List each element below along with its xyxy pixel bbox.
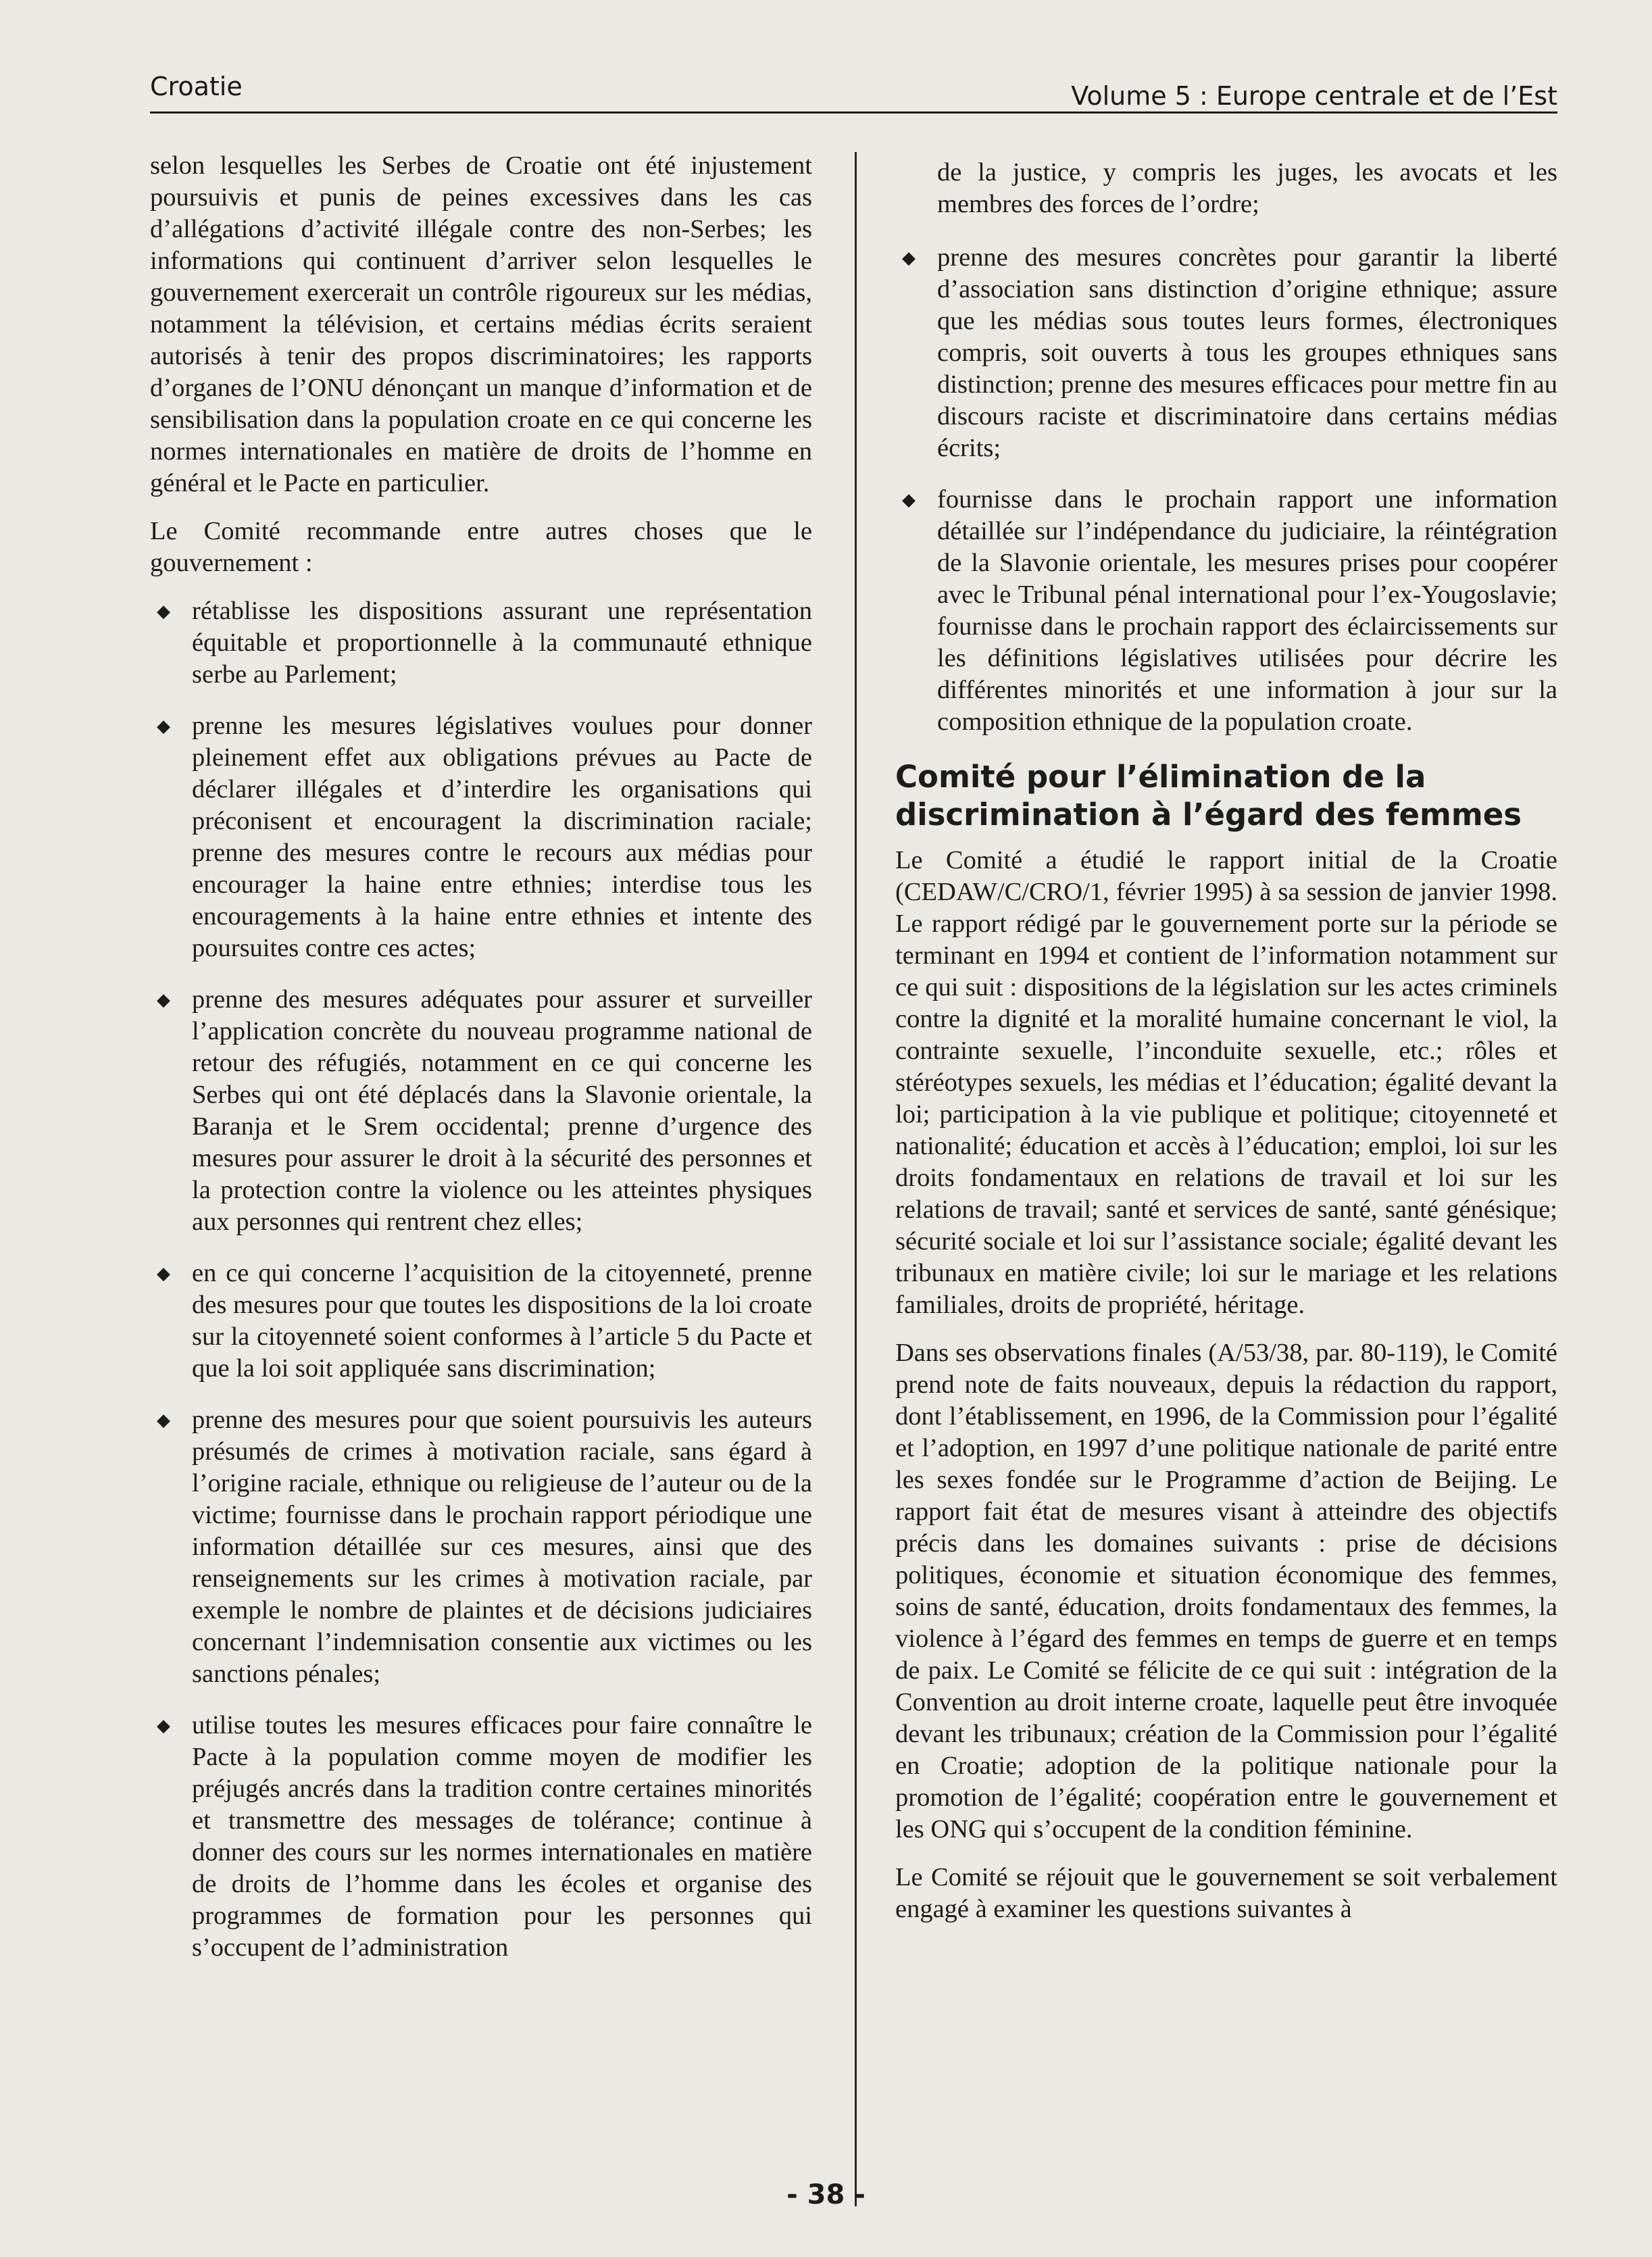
header-rule xyxy=(150,111,1557,114)
right-column xyxy=(895,157,1557,1941)
bullet-diamond-icon: ◆ xyxy=(157,716,170,736)
paragraph: selon lesquelles les Serbes de Croatie ont été injustement poursuivis et punis de peines excessives dans les cas d’allégations d’activité illégale contre des non-Serbes; les informations qui continuent d’arriver selon lesquelles le gouvernement exercerait un contrôle rigoureux sur les médias, notamment la télévision, et certains médias écrits seraient autorisés à tenir des propos discriminatoires; les rapports d’organes de l’ONU dénonçant un manque d’information et de sensibilisation dans la population croate en ce qui concerne les normes internationales en matière de droits de l’homme en général et le Pacte en particulier. xyxy=(150,151,812,497)
list-item xyxy=(895,242,1557,464)
bullet-diamond-icon: ◆ xyxy=(157,601,170,621)
section-heading: Comité pour l’élimination de la discrimination à l’égard des femmes xyxy=(895,759,1522,833)
bullet-diamond-icon: ◆ xyxy=(902,248,916,268)
list-item xyxy=(895,484,1557,738)
list-item-text: prenne des mesures adéquates pour assurer et surveiller l’application concrète du nouveau programme national de retour des réfugiés, notamment en ce qui concerne les Serbes qui ont été déplacés dans la Slavonie orientale, la Baranja et le Srem occidental; prenne d’urgence des mesures pour assurer le droit à la sécurité des personnes et la protection contre la violence ou les atteintes physiques aux personnes qui rentrent chez elles; xyxy=(192,985,812,1236)
list-item xyxy=(150,595,812,691)
bullet-diamond-icon: ◆ xyxy=(157,1264,170,1283)
list-item-text: en ce qui concerne l’acquisition de la citoyenneté, prenne des mesures pour que toutes les dispositions de la loi croate sur la citoyenneté soient conformes à l’article 5 du Pacte et que la loi soit appliquée sans discrimination; xyxy=(192,1259,812,1383)
recommendation-list-continued xyxy=(895,157,1557,738)
list-item-text: rétablisse les dispositions assurant une représentation équitable et proportionnelle à la communauté ethnique serbe au Parlement; xyxy=(192,597,812,689)
list-item xyxy=(150,710,812,964)
bullet-diamond-icon: ◆ xyxy=(157,1410,170,1430)
list-item xyxy=(150,984,812,1238)
list-item-text: prenne des mesures concrètes pour garantir la liberté d’association sans distinction d’origine ethnique; assure que les médias sous toutes leurs formes, électroniques compris, soit ouverts à tous les groupes ethniques sans distinction; prenne des mesures efficaces pour mettre fin au discours raciste et discriminatoire dans certains médias écrits; xyxy=(937,243,1557,462)
bullet-diamond-icon: ◆ xyxy=(902,490,916,510)
paragraph: Le Comité se réjouit que le gouvernement se soit verbalement engagé à examiner les questions suivantes à xyxy=(895,1863,1557,1923)
paragraph: Le Comité recommande entre autres choses que le gouvernement : xyxy=(150,517,812,577)
header-country: Croatie xyxy=(150,72,243,101)
list-item xyxy=(150,1258,812,1385)
list-item-text: de la justice, y compris les juges, les avocats et les membres des forces de l’ordre; xyxy=(937,158,1557,218)
column-divider xyxy=(855,152,857,2206)
list-item-text: prenne les mesures législatives voulues pour donner pleinement effet aux obligations prévues au Pacte de déclarer illégales et d’interdire les organisations qui préconisent et encouragent la discrimination raciale; prenne des mesures contre le recours aux médias pour encourager la haine entre ethnies; interdise tous les encouragements à la haine entre ethnies et intente des poursuites contre ces actes; xyxy=(192,712,812,962)
running-header xyxy=(150,68,1557,115)
left-column xyxy=(150,150,812,1983)
header-volume: Volume 5 : Europe centrale et de l’Est xyxy=(1071,81,1557,111)
list-item xyxy=(150,1710,812,1964)
bullet-diamond-icon: ◆ xyxy=(157,990,170,1010)
paragraph: Dans ses observations finales (A/53/38, par. 80-119), le Comité prend note de faits nouveaux, depuis la rédaction du rapport, dont l’établissement, en 1996, de la Commission pour l’égalité et l’adoption, en 1997 d’une politique nationale de parité entre les sexes fondée sur le Programme d’action de Beijing. Le rapport fait état de mesures visant à atteindre des objectifs précis dans les domaines suivants : prise de décisions politiques, économie et situation économique des femmes, soins de santé, éducation, droits fondamentaux des femmes, la violence à l’égard des femmes en temps de guerre et en temps de paix. Le Comité se félicite de ce qui suit : intégration de la Convention au droit interne croate, laquelle peut être invoquée devant les tribunaux; création de la Commission pour l’égalité en Croatie; adoption de la politique nationale pour la promotion de l’égalité; coopération entre le gouvernement et les ONG qui s’occupent de la condition féminine. xyxy=(895,1339,1557,1843)
list-item-continuation xyxy=(895,157,1557,220)
page-number: - 38 - xyxy=(786,2179,866,2210)
list-item xyxy=(150,1404,812,1690)
list-item-text: prenne des mesures pour que soient poursuivis les auteurs présumés de crimes à motivation raciale, sans égard à l’origine raciale, ethnique ou religieuse de l’auteur ou de la victime; fournisse dans le prochain rapport périodique une information détaillée sur ces mesures, ainsi que des renseignements sur les crimes à motivation raciale, par exemple le nombre de plaintes et de décisions judiciaires concernant l’indemnisation consentie aux victimes ou les sanctions pénales; xyxy=(192,1406,812,1688)
paragraph: Le Comité a étudié le rapport initial de la Croatie (CEDAW/C/CRO/1, février 1995) à sa session de janvier 1998. Le rapport rédigé par le gouvernement porte sur la période se terminant en 1994 et contient de l’information notamment sur ce qui suit : dispositions de la législation sur les actes criminels contre la dignité et la moralité humaine concernant le viol, la contrainte sexuelle, l’inconduite sexuelle, etc.; rôles et stéréotypes sexuels, les médias et l’éducation; égalité devant la loi; participation à la vie publique et politique; citoyenneté et nationalité; éducation et accès à l’éducation; emploi, loi sur les droits fondamentaux en relations de travail et loi sur les relations de travail; santé et services de santé, santé génésique; sécurité sociale et loi sur l’assistance sociale; égalité devant les tribunaux en matière civile; loi sur le mariage et les relations familiales, droits de propriété, héritage. xyxy=(895,846,1557,1319)
list-item-text: utilise toutes les mesures efficaces pour faire connaître le Pacte à la population comme moyen de modifier les préjugés ancrés dans la tradition contre certaines minorités et transmettre des messages de tolérance; continue à donner des cours sur les normes internationales en matière de droits de l’homme dans les écoles et organise des programmes de formation pour les personnes qui s’occupent de l’administration xyxy=(192,1711,812,1962)
bullet-diamond-icon: ◆ xyxy=(157,1716,170,1735)
list-item-text: fournisse dans le prochain rapport une information détaillée sur l’indépendance du judiciaire, la réintégration de la Slavonie orientale, les mesures prises pour coopérer avec le Tribunal pénal international pour l’ex-Yougoslavie; fournisse dans le prochain rapport des éclaircissements sur les définitions législatives utilisées pour décrire les différentes minorités et une information à jour sur la composition ethnique de la population croate. xyxy=(937,485,1557,736)
recommendation-list xyxy=(150,595,812,1964)
